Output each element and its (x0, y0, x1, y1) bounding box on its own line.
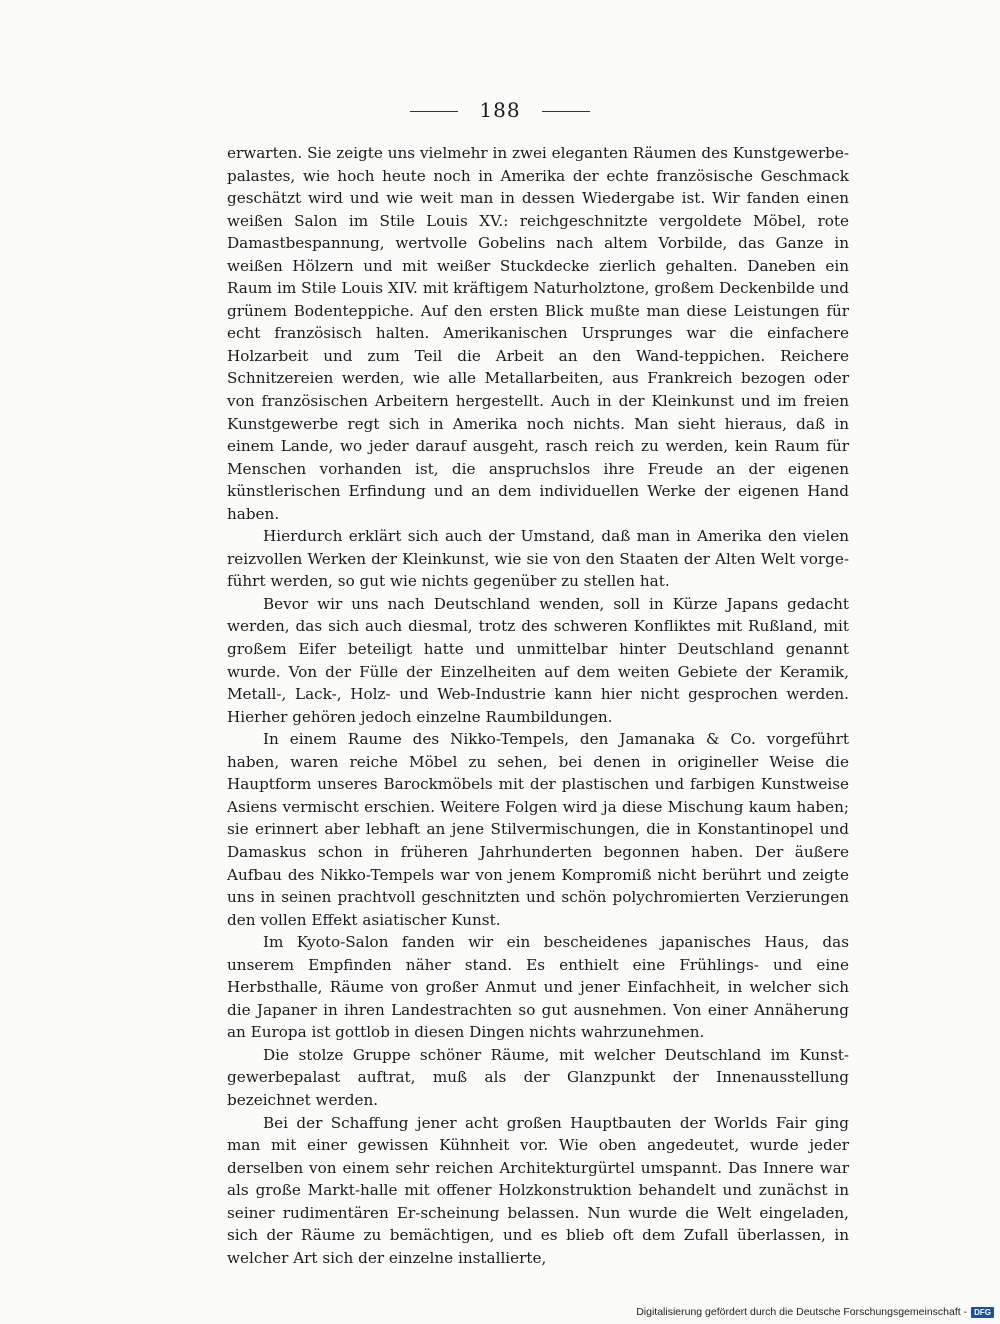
paragraph: In einem Raume des Nikko-Tempels, den Jamanaka & Co. vorgeführt haben, waren reiche Möbel zu sehen, bei denen in origineller Weise die Hauptform unseres Barockmöbels mit der plastischen und farbigen Kunstweise Asiens vermischt erschien. Weitere Folgen wird ja diese Mischung kaum haben; sie erinnert aber lebhaft an jene Stilvermischungen, die in Konstantinopel und Damaskus schon in früheren Jahrhunderten begonnen haben. Der äußere Aufbau des Nikko-Tempels war von jenem Kompromiß nicht berührt und zeigte uns in seinen prachtvoll geschnitzten und schön polychromierten Verzierungen den vollen Effekt asiatischer Kunst. (227, 730, 849, 929)
body-text (227, 142, 849, 1269)
header-rule-right (542, 111, 590, 112)
paragraph: Bei der Schaffung jener acht großen Hauptbauten der Worlds Fair ging man mit einer gewissen Kühnheit vor. Wie oben angedeutet, wurde jeder derselben von einem sehr reichen Architekturgürtel umspannt. Das Innere war als große Markt-halle mit offener Holzkonstruktion behandelt und zunächst in seiner rudimentären Er-scheinung belassen. Nun wurde die Welt eingeladen, sich der Räume zu bemächtigen, und es blieb oft dem Zufall überlassen, in welcher Art sich der einzelne installierte, (227, 1113, 849, 1267)
dfg-logo: DFG (971, 1307, 994, 1318)
page-header (0, 98, 1000, 122)
footer-credit: Digitalisierung gefördert durch die Deutsche Forschungsgemeinschaft - (636, 1306, 968, 1318)
paragraph: Die stolze Gruppe schöner Räume, mit welcher Deutschland im Kunst-gewerbepalast auftrat, muß als der Glanzpunkt der Innenausstellung bezeichnet werden. (227, 1045, 849, 1109)
paragraph: Hierdurch erklärt sich auch der Umstand, daß man in Amerika den vielen reizvollen Werken der Kleinkunst, wie sie von den Staaten der Alten Welt vorge-führt werden, so gut wie nichts gegenüber zu stellen hat. (227, 527, 849, 591)
paragraph: erwarten. Sie zeigte uns vielmehr in zwei eleganten Räumen des Kunstgewerbe-palastes, wie hoch heute noch in Amerika der echte französische Geschmack geschätzt wird und wie weit man in dessen Wiedergabe ist. Wir fanden einen weißen Salon im Stile Louis XV.: reichgeschnitzte vergoldete Möbel, rote Damastbespannung, wertvolle Gobelins nach altem Vorbilde, das Ganze in weißen Hölzern und mit weißer Stuckdecke zierlich gehalten. Daneben ein Raum im Stile Louis XIV. mit kräftigem Naturholztone, großem Deckenbilde und grünem Bodenteppiche. Auf den ersten Blick mußte man diese Leistungen für echt französisch halten. Amerikanischen Ursprunges war die einfachere Holzarbeit und zum Teil die Arbeit an den Wand-teppichen. Reichere Schnitzereien werden, wie alle Metallarbeiten, aus Frankreich bezogen oder von französischen Arbeitern hergestellt. Auch in der Kleinkunst und im freien Kunstgewerbe regt sich in Amerika noch nichts. Man sieht hieraus, daß in einem Lande, wo jeder darauf ausgeht, rasch reich zu werden, kein Raum für Menschen vorhanden ist, die anspruchslos ihre Freude an der eigenen künstlerischen Erfindung und an dem individuellen Werke der eigenen Hand haben. (227, 144, 849, 523)
paragraph: Im Kyoto-Salon fanden wir ein bescheidenes japanisches Haus, das unserem Empfinden näher stand. Es enthielt eine Frühlings- und eine Herbsthalle, Räume von großer Anmut und jener Einfachheit, in welcher sich die Japaner in ihren Landestrachten so gut ausnehmen. Von einer Annäherung an Europa ist gottlob in diesen Dingen nichts wahrzunehmen. (227, 933, 849, 1042)
paragraph: Bevor wir uns nach Deutschland wenden, soll in Kürze Japans gedacht werden, das sich auch diesmal, trotz des schweren Konfliktes mit Rußland, mit großem Eifer beteiligt hatte und unmittelbar hinter Deutschland genannt wurde. Von der Fülle der Einzelheiten auf dem weiten Gebiete der Keramik, Metall-, Lack-, Holz- und Web-Industrie kann hier nicht gesprochen werden. Hierher gehören jedoch einzelne Raumbildungen. (227, 594, 849, 726)
digitization-footer (636, 1306, 994, 1318)
header-rule-left (410, 111, 458, 112)
page-number: 188 (479, 98, 521, 122)
